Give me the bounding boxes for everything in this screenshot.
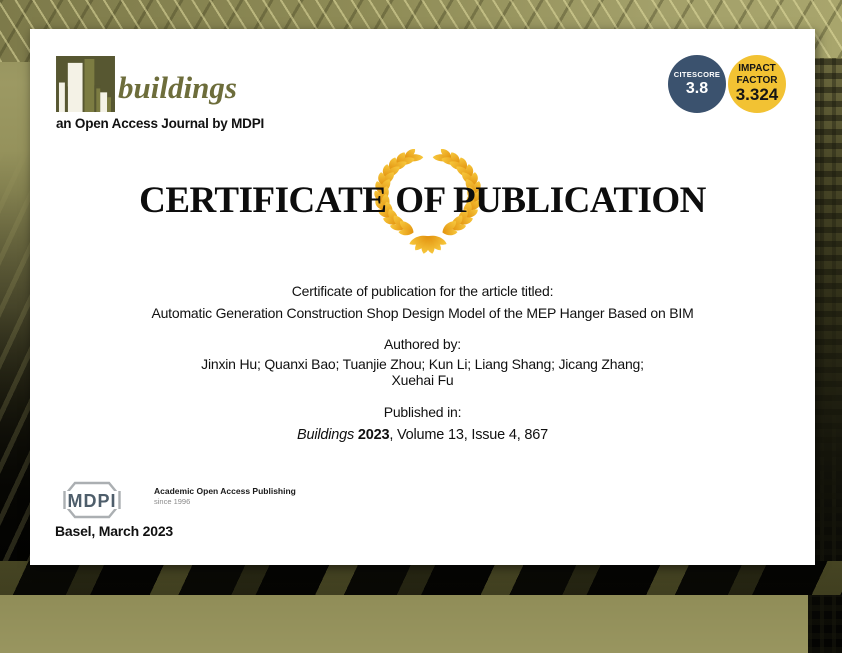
intro-line: Certificate of publication for the article titled: bbox=[291, 283, 554, 299]
impact-factor-label-1: IMPACT bbox=[738, 63, 776, 75]
background-bottom-shards bbox=[0, 561, 842, 595]
journal-name: buildings bbox=[118, 70, 237, 105]
impact-factor-label-2: FACTOR bbox=[736, 74, 778, 86]
mdpi-logo bbox=[55, 480, 147, 520]
svg-text:MDPI: MDPI bbox=[67, 491, 117, 511]
certificate-card bbox=[30, 29, 815, 565]
citation-journal: Buildings bbox=[297, 427, 355, 443]
buildings-journal-logo-icon bbox=[56, 56, 115, 112]
impact-factor-badge bbox=[728, 55, 786, 113]
citation-year: 2023 bbox=[354, 427, 390, 443]
citescore-badge bbox=[668, 55, 726, 113]
citescore-label: CITESCORE bbox=[673, 69, 721, 79]
published-in-label: Published in: bbox=[383, 404, 462, 420]
mdpi-tagline bbox=[154, 486, 296, 506]
place-date: Basel, March 2023 bbox=[55, 523, 174, 539]
impact-factor-value: 3.324 bbox=[735, 85, 779, 105]
certificate-title: CERTIFICATE OF PUBLICATION bbox=[139, 180, 706, 221]
background-left-shade bbox=[0, 150, 32, 595]
authored-by-label: Authored by: bbox=[384, 336, 461, 352]
authors-list bbox=[30, 357, 815, 388]
journal-subtitle: an Open Access Journal by MDPI bbox=[56, 116, 265, 131]
citation-line bbox=[30, 427, 815, 443]
article-title: Automatic Generation Construction Shop Design Model of the MEP Hanger Based on BIM bbox=[151, 305, 694, 321]
authors-line-2: Xuehai Fu bbox=[391, 371, 454, 388]
mdpi-tagline-text: Academic Open Access Publishing bbox=[154, 486, 296, 496]
mdpi-since-text: since 1996 bbox=[154, 496, 191, 506]
authors-line-1: Jinxin Hu; Quanxi Bao; Tuanjie Zhou; Kun Li; Liang Shang; Jicang Zhang; bbox=[201, 356, 644, 372]
citescore-value: 3.8 bbox=[685, 79, 709, 97]
citation-rest: , Volume 13, Issue 4, 867 bbox=[389, 427, 548, 443]
